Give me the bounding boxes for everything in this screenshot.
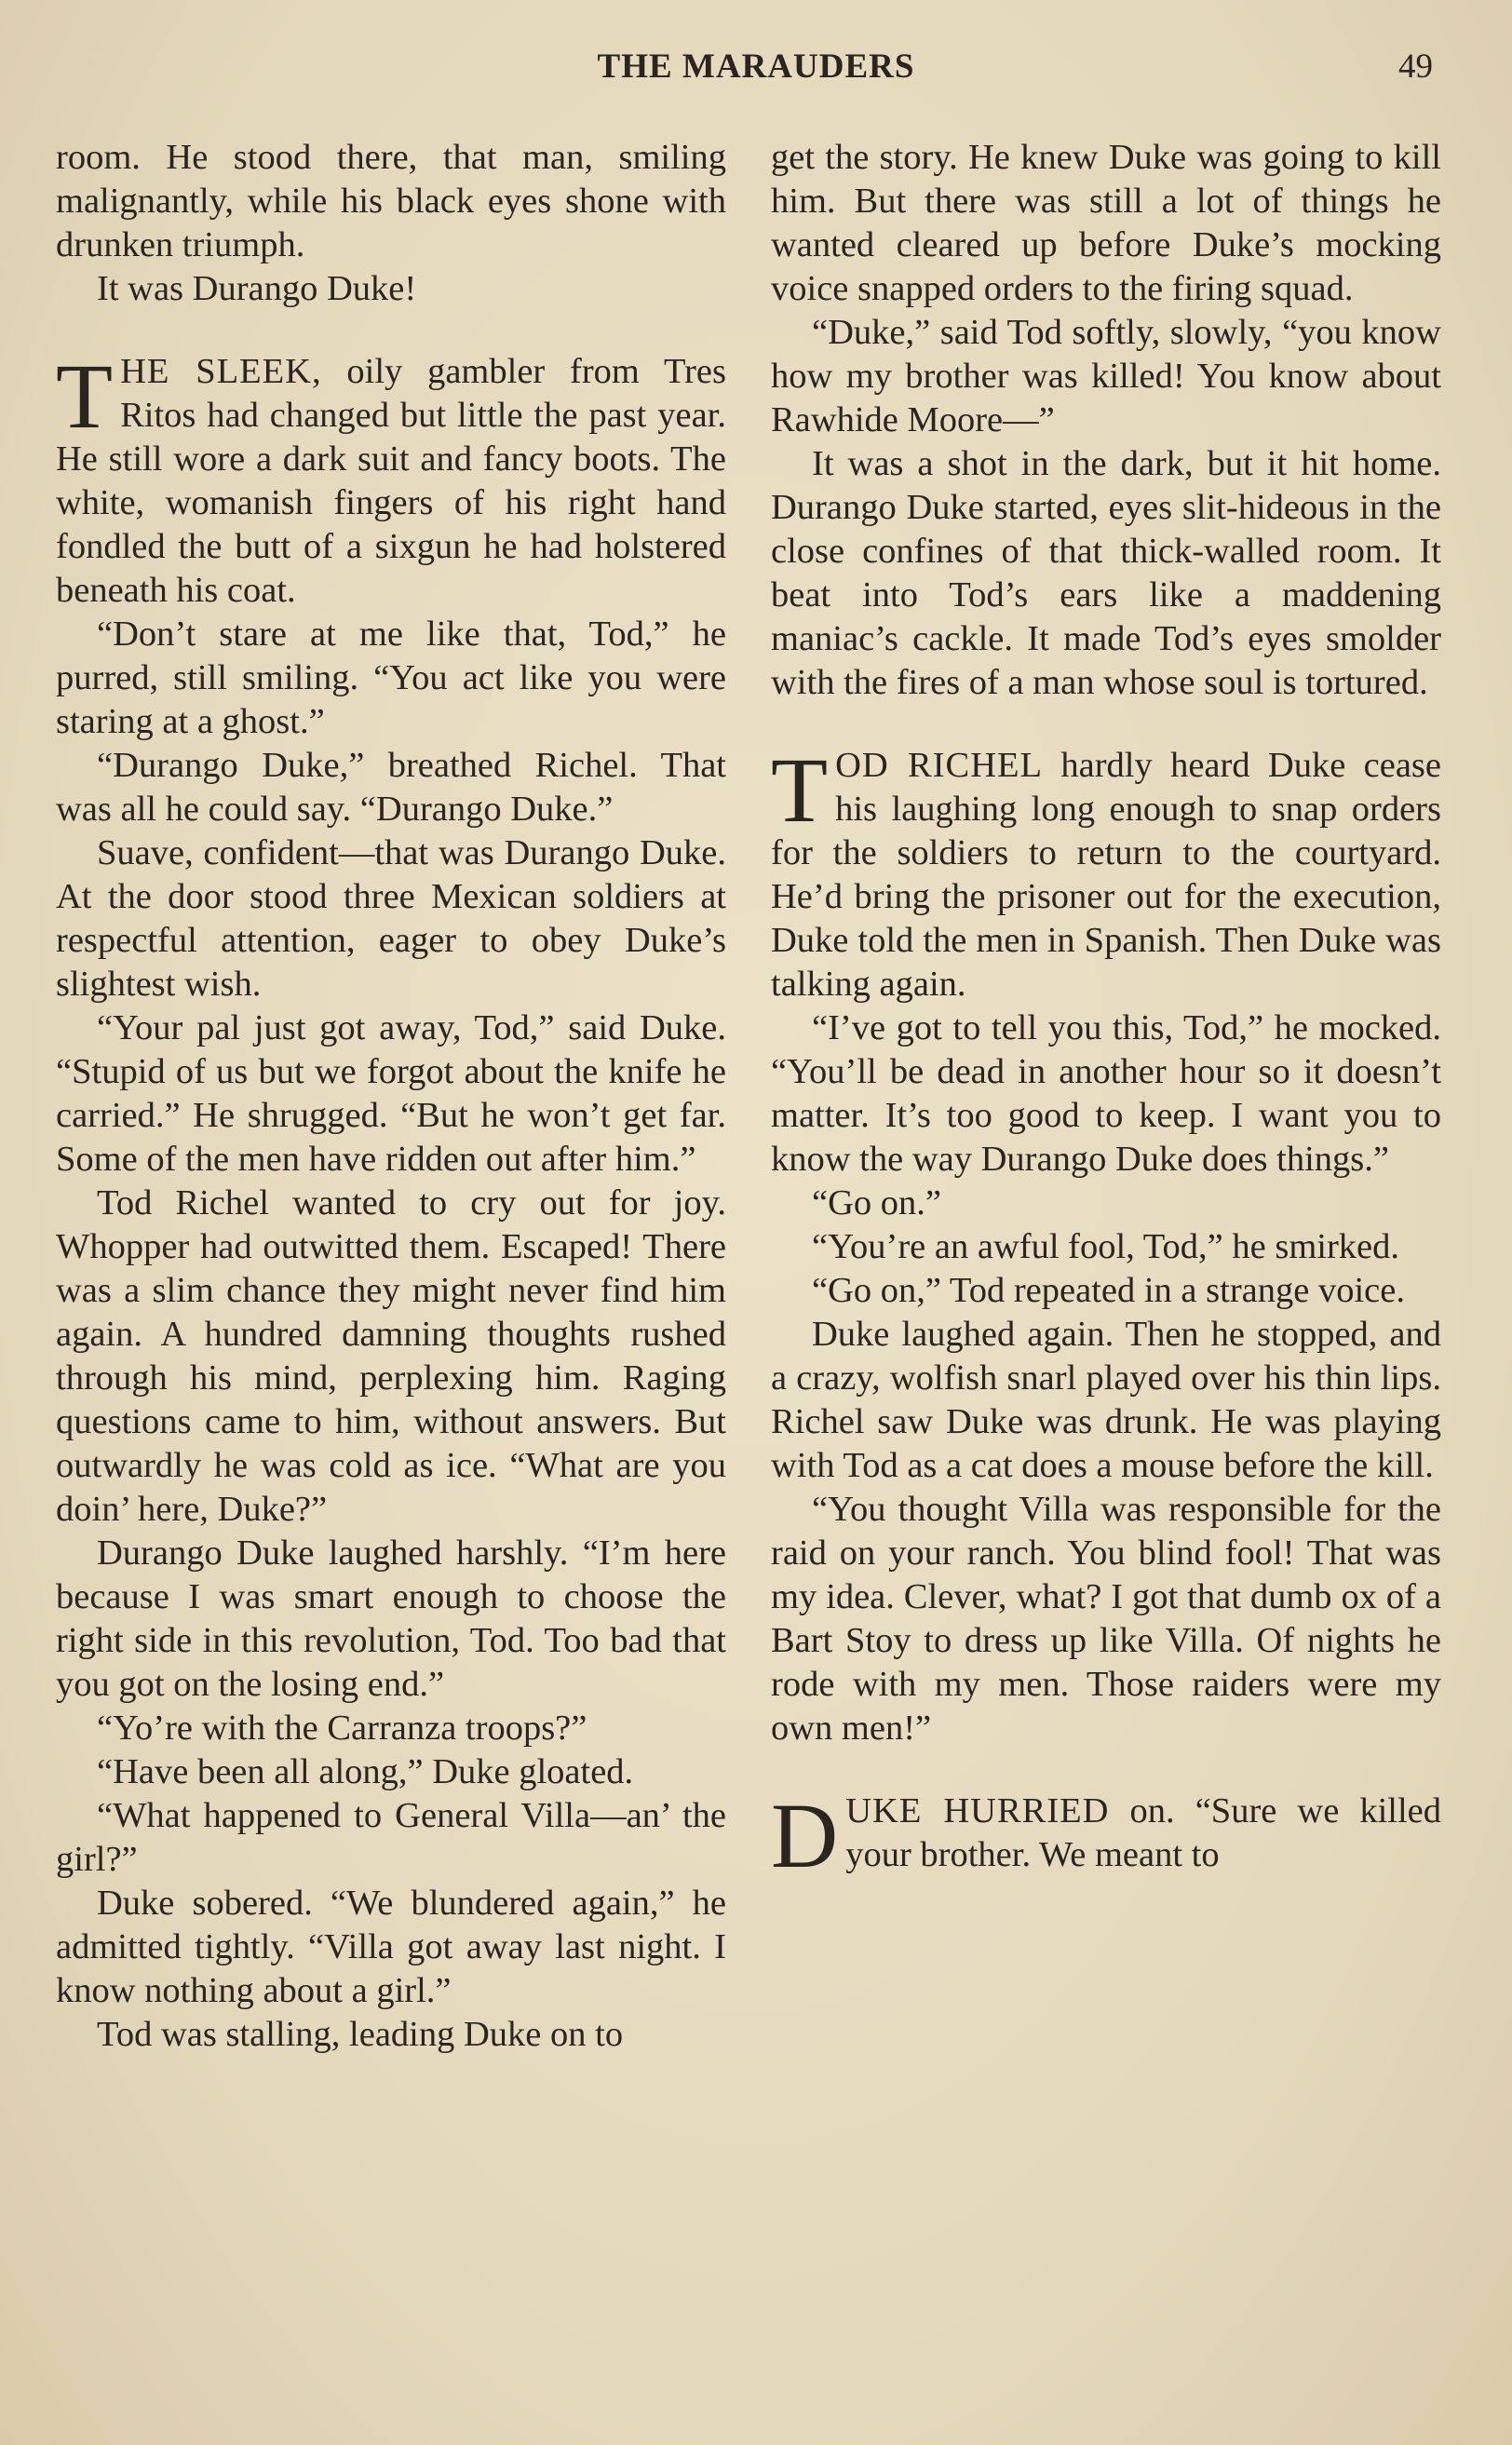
- running-title: THE MARAUDERS: [597, 47, 915, 86]
- paragraph: “Go on,” Tod repeated in a strange voice.: [812, 1271, 1405, 1310]
- paragraph: room. He stood there, that man, smiling malignantly, while his black eyes shone with drunken triumph.: [56, 138, 726, 264]
- page-header: [0, 47, 1512, 93]
- paragraph: “Yo’re with the Carranza troops?”: [97, 1709, 587, 1748]
- paragraph: Durango Duke laughed harshly. “I’m here because I was smart enough to choose the right side in this revolution, Tod. Too bad that you got on the losing end.”: [56, 1533, 726, 1704]
- paragraph: Tod was stalling, leading Duke on to: [97, 2015, 624, 2054]
- paragraph-text: on. “Sure we killed your brother. We meant to: [845, 1791, 1442, 1874]
- section-paragraph: [771, 738, 1441, 1006]
- paragraph: “You’re an awful fool, Tod,” he smirked.: [812, 1227, 1400, 1266]
- paragraph: Duke sobered. “We blundered again,” he admitted tightly. “Villa got away last night. I know nothing about a girl.”: [56, 1884, 726, 2010]
- paragraph: “What happened to General Villa—an’ the girl?”: [56, 1796, 726, 1879]
- paragraph: Suave, confident—that was Durango Duke. At the door stood three Mexican soldiers at respectful attention, eager to obey Duke’s slightest wish.: [56, 833, 726, 1004]
- paragraph: “Don’t stare at me like that, Tod,” he purred, still smiling. “You act like you were staring at a ghost.”: [56, 615, 726, 741]
- drop-cap: T: [56, 344, 114, 448]
- paragraph: “You thought Villa was responsible for the raid on your ranch. You blind fool! That was my idea. Clever, what? I got that dumb ox of a Bart Stoy to dress up like Villa. Of nights he rode with my men. Those raiders were my own men!”: [771, 1490, 1441, 1748]
- section-paragraph: [56, 344, 727, 613]
- drop-cap: T: [771, 738, 829, 842]
- paragraph: get the story. He knew Duke was going to kill him. But there was still a lot of things he wanted cleared up before Duke’s mocking voice snapped orders to the firing squad.: [771, 138, 1441, 308]
- drop-cap: D: [771, 1784, 839, 1887]
- paragraph: It was a shot in the dark, but it hit home. Durango Duke started, eyes slit-hideous in the close confines of that thick-walled room. It beat into Tod’s ears like a maddening maniac’s cackle. It made Tod’s eyes smolder with the fires of a man whose soul is tortured.: [771, 444, 1441, 702]
- paragraph: Tod Richel wanted to cry out for joy. Whopper had outwitted them. Escaped! There was a slim chance they might never find him again. A hundred damning thoughts rushed through his mind, perplexing him. Raging questions came to him, without answers. But outwardly he was cold as ice. “What are you doin’ here, Duke?”: [56, 1183, 726, 1529]
- paragraph: “Durango Duke,” breathed Richel. That was all he could say. “Durango Duke.”: [56, 746, 726, 829]
- paragraph: Duke laughed again. Then he stopped, and a crazy, wolfish snarl played over his thin lips. Richel saw Duke was drunk. He was playing with Tod as a cat does a mouse before the kill.: [771, 1315, 1441, 1485]
- page-number: 49: [1398, 47, 1433, 86]
- left-column: [56, 136, 726, 2057]
- paragraph: “Your pal just got away, Tod,” said Duke. “Stupid of us but we forgot about the knife he carried.” He shrugged. “But he won’t get far. Some of the men have ridden out after him.”: [56, 1008, 726, 1179]
- section-lead: UKE HURRIED: [845, 1791, 1110, 1830]
- paragraph: “Have been all along,” Duke gloated.: [97, 1752, 634, 1791]
- paragraph: It was Durango Duke!: [97, 269, 417, 308]
- paragraph: “Duke,” said Tod softly, slowly, “you know how my brother was killed! You know about Rawhide Moore—”: [771, 313, 1441, 439]
- paragraph: “I’ve got to tell you this, Tod,” he mocked. “You’ll be dead in another hour so it doesn’t matter. It’s too good to keep. I want you to know the way Durango Duke does things.”: [771, 1008, 1441, 1179]
- section-lead: OD RICHEL: [835, 746, 1044, 785]
- paragraph-text: hardly heard Duke cease his laughing long enough to snap orders for the soldiers to return to the courtyard. He’d bring the prisoner out for the execution, Duke told the men in Spanish. Then Duke was talking again.: [771, 746, 1441, 1004]
- section-paragraph: [771, 1784, 1442, 1887]
- paragraph-text: oily gambler from Tres Ritos had changed but little the past year. He still wore a dark suit and fancy boots. The white, womanish fingers of his right hand fondled the butt of a sixgun he had holstered beneath his coat.: [56, 352, 727, 610]
- paragraph: “Go on.”: [812, 1183, 941, 1222]
- section-lead: HE SLEEK,: [120, 352, 322, 391]
- right-column: [771, 136, 1442, 1887]
